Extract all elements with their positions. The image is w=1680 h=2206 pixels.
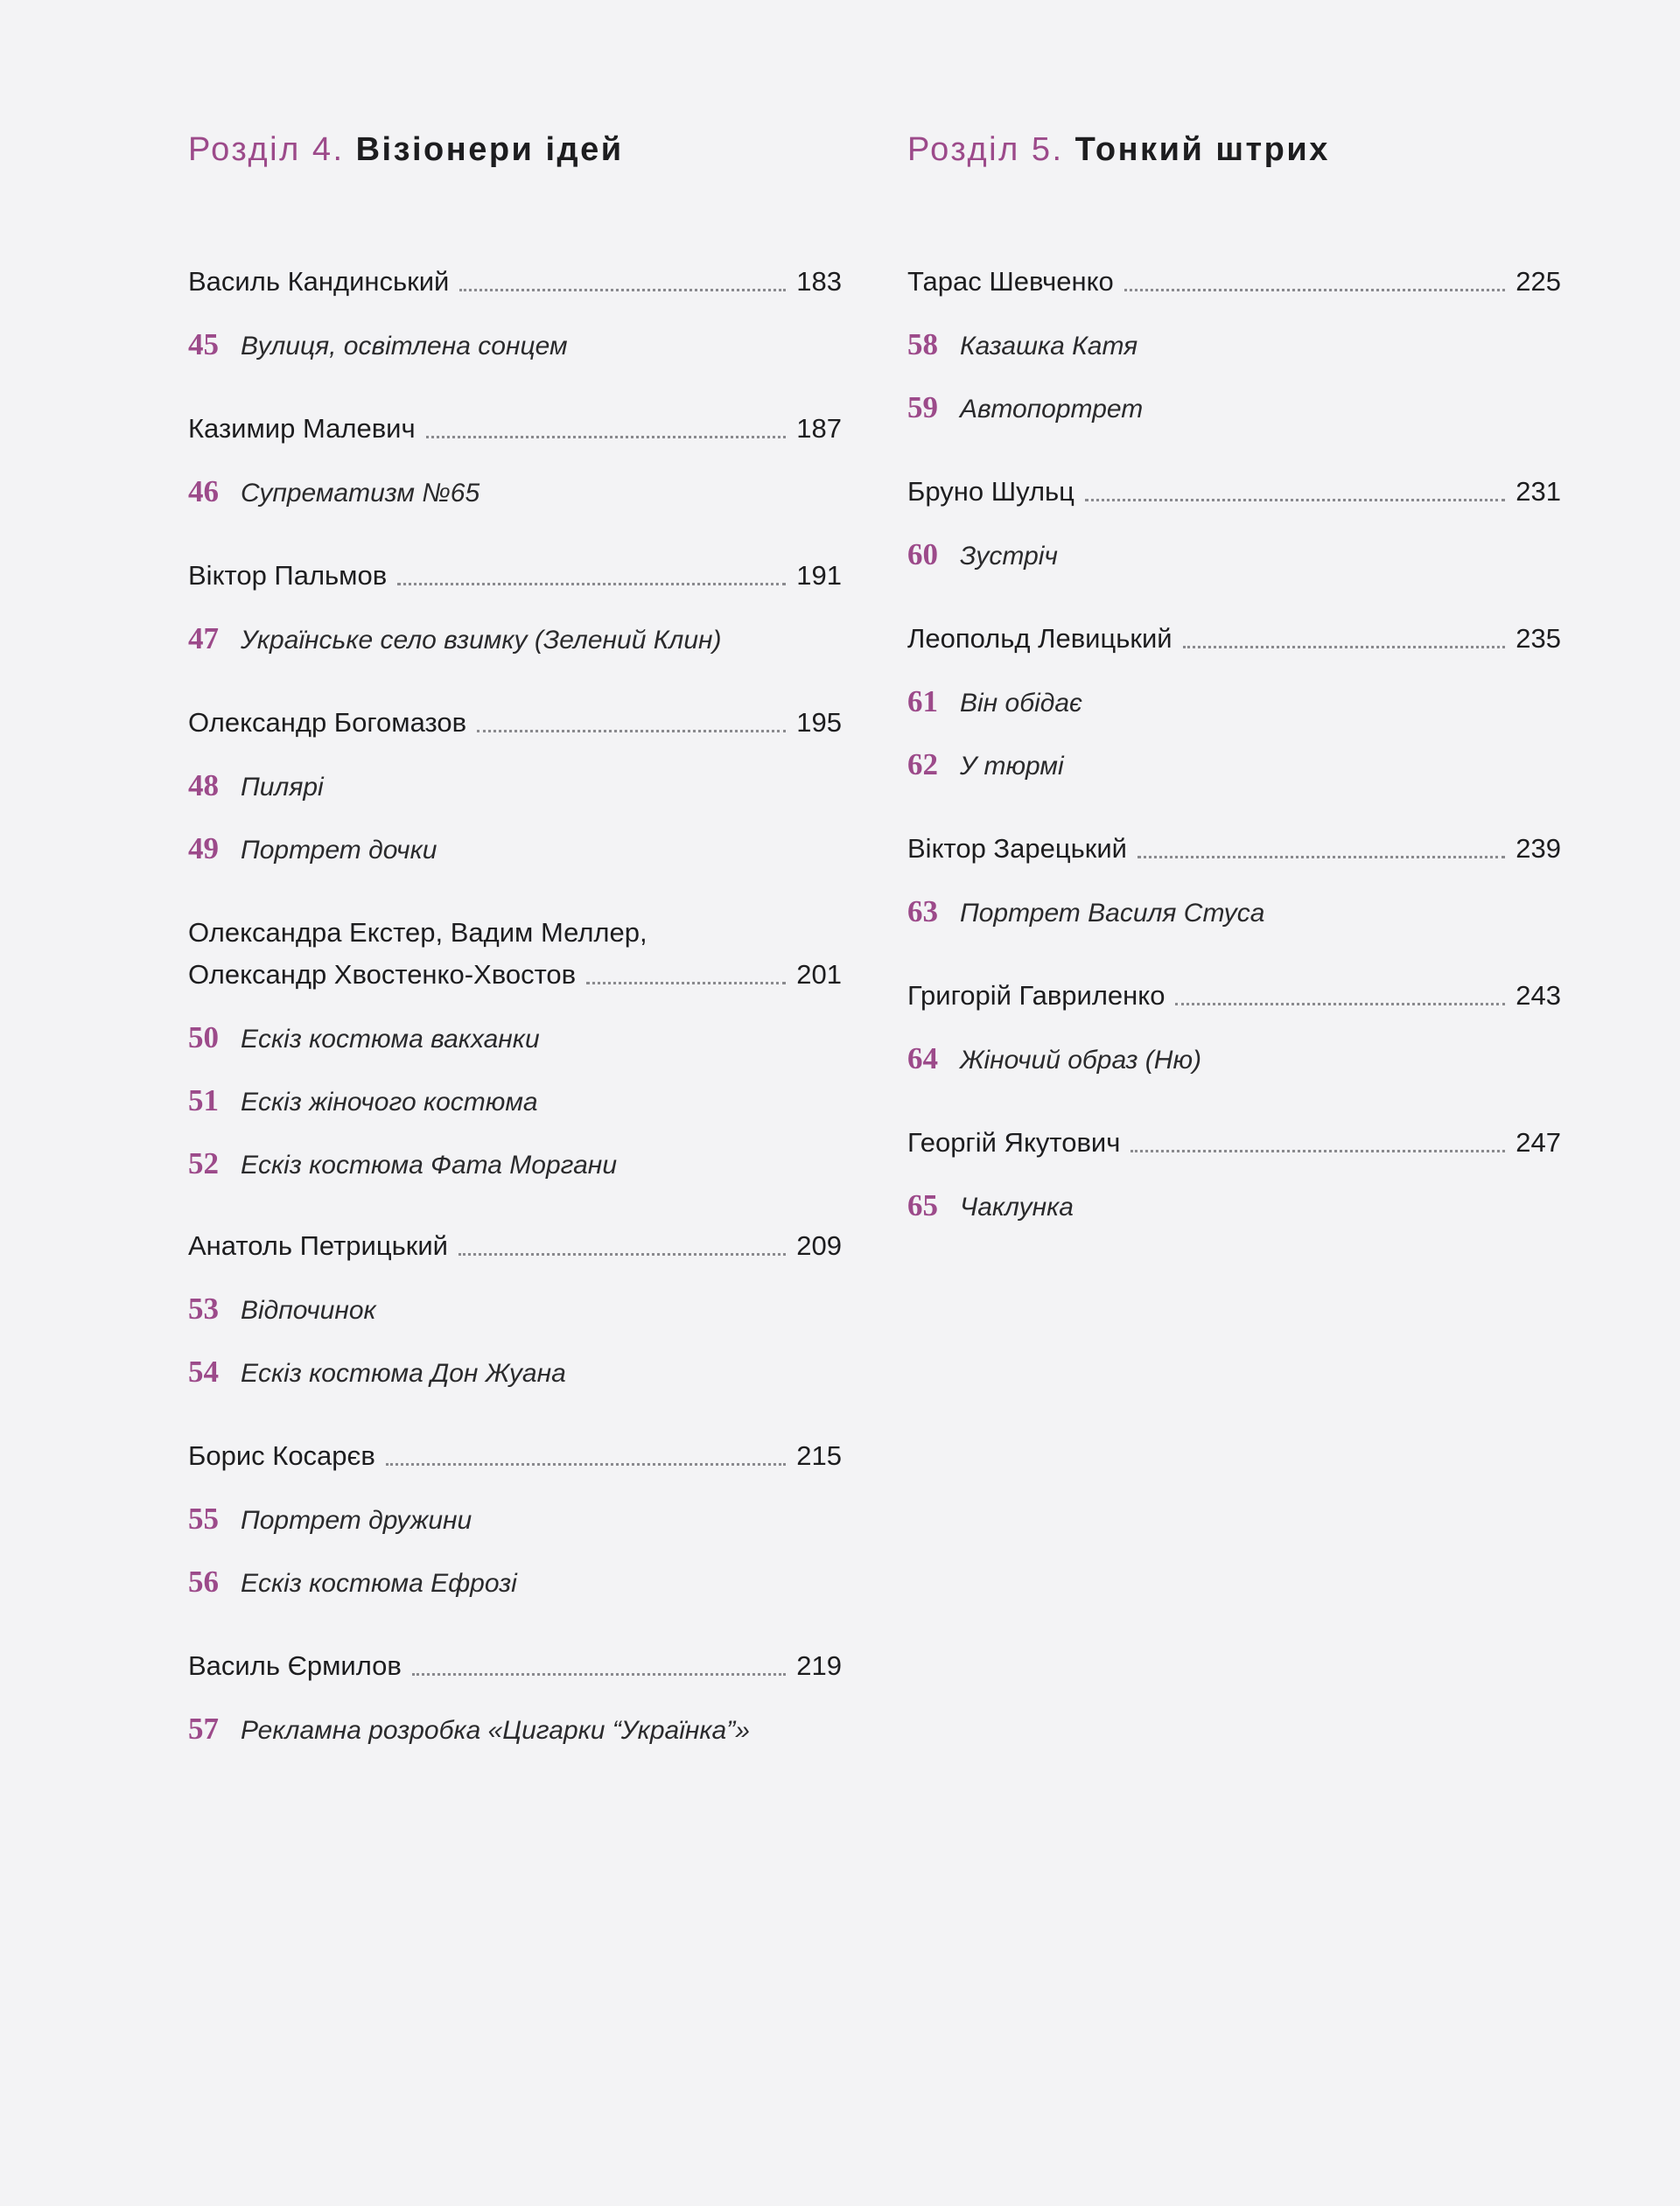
artwork-entry[interactable] xyxy=(188,1020,540,1055)
author-name: Олександр Хвостенко-Хвостов xyxy=(188,959,577,990)
dot-leader xyxy=(386,1463,786,1466)
page-number: 215 xyxy=(796,1440,842,1471)
page-number: 195 xyxy=(796,707,842,738)
author-name: Борис Косарєв xyxy=(188,1440,375,1471)
artwork-entry[interactable] xyxy=(188,474,480,509)
toc-entry-bohomazov[interactable] xyxy=(188,709,842,736)
author-name: Віктор Зарецький xyxy=(907,833,1127,864)
toc-entry-yakutovych[interactable] xyxy=(907,1129,1561,1156)
page-number: 235 xyxy=(1516,623,1561,654)
dot-leader xyxy=(1183,646,1506,648)
chapter-4-heading xyxy=(188,131,624,169)
artwork-entry[interactable] xyxy=(907,747,1064,782)
artwork-title: Ескіз костюма Дон Жуана xyxy=(241,1359,566,1388)
artwork-number: 57 xyxy=(188,1712,219,1746)
dot-leader xyxy=(1138,856,1505,858)
page-number: 239 xyxy=(1516,833,1561,864)
author-name: Василь Кандинський xyxy=(188,266,450,297)
artwork-number: 56 xyxy=(188,1565,219,1599)
artwork-number: 52 xyxy=(188,1146,219,1180)
artwork-entry[interactable] xyxy=(907,684,1082,719)
artwork-number: 60 xyxy=(907,537,938,571)
page-number: 231 xyxy=(1516,476,1561,507)
author-name-line1: Олександра Екстер, Вадим Меллер, xyxy=(188,917,648,948)
artwork-number: 58 xyxy=(907,327,938,361)
toc-entry-malevich[interactable] xyxy=(188,415,842,442)
dot-leader xyxy=(586,982,786,984)
artwork-number: 59 xyxy=(907,390,938,424)
author-name: Анатоль Петрицький xyxy=(188,1230,448,1261)
artwork-entry[interactable] xyxy=(188,1083,538,1118)
artwork-title: Портрет Василя Стуса xyxy=(960,899,1265,928)
page-number: 243 xyxy=(1516,980,1561,1011)
artwork-entry[interactable] xyxy=(188,327,568,362)
chapter-4-label: Розділ 4. xyxy=(188,131,345,168)
artwork-number: 62 xyxy=(907,747,938,781)
author-name: Леопольд Левицький xyxy=(907,623,1172,654)
artwork-title: Супрематизм №65 xyxy=(241,479,480,508)
artwork-title: Ескіз костюма Ефрозі xyxy=(241,1569,517,1598)
dot-leader xyxy=(477,730,786,732)
page-number: 247 xyxy=(1516,1127,1561,1158)
toc-entry-kandinsky[interactable] xyxy=(188,268,842,295)
artwork-title: Вулиця, освітлена сонцем xyxy=(241,332,568,361)
artwork-number: 45 xyxy=(188,327,219,361)
artwork-entry[interactable] xyxy=(188,768,324,803)
toc-entry-zaretskyi[interactable] xyxy=(907,835,1561,862)
chapter-5-title: Тонкий штрих xyxy=(1074,131,1330,168)
artwork-title: Пилярі xyxy=(241,773,324,802)
artwork-title: Зустріч xyxy=(960,542,1058,571)
dot-leader xyxy=(412,1673,786,1676)
dot-leader xyxy=(397,583,786,585)
page-number: 191 xyxy=(796,560,842,591)
dot-leader xyxy=(1175,1003,1505,1005)
artwork-entry[interactable] xyxy=(907,327,1138,362)
page-number: 225 xyxy=(1516,266,1561,297)
author-name: Бруно Шульц xyxy=(907,476,1074,507)
artwork-title: Портрет дочки xyxy=(241,836,438,865)
author-name: Василь Єрмилов xyxy=(188,1650,402,1681)
dot-leader xyxy=(426,436,787,438)
artwork-entry[interactable] xyxy=(188,1565,517,1600)
toc-entry-exter-meller-khvostenko[interactable] xyxy=(188,961,842,988)
author-name: Георгій Якутович xyxy=(907,1127,1121,1158)
artwork-number: 61 xyxy=(907,684,938,718)
chapter-4-title: Візіонери ідей xyxy=(355,131,624,168)
artwork-number: 64 xyxy=(907,1041,938,1075)
artwork-entry[interactable] xyxy=(907,894,1264,929)
toc-entry-schulz[interactable] xyxy=(907,478,1561,505)
toc-entry-levytskyi[interactable] xyxy=(907,625,1561,652)
artwork-title: Автопортрет xyxy=(960,395,1144,424)
artwork-number: 54 xyxy=(188,1355,219,1389)
artwork-title: Ескіз жіночого костюма xyxy=(241,1088,538,1117)
artwork-entry[interactable] xyxy=(907,1041,1201,1076)
artwork-entry[interactable] xyxy=(907,537,1058,572)
toc-entry-kosariev[interactable] xyxy=(188,1442,842,1469)
author-name: Олександр Богомазов xyxy=(188,707,467,738)
artwork-entry[interactable] xyxy=(188,1292,376,1327)
artwork-title: Українське село взимку (Зелений Клин) xyxy=(241,626,722,655)
artwork-number: 49 xyxy=(188,831,219,865)
dot-leader xyxy=(1124,289,1505,291)
author-name: Віктор Пальмов xyxy=(188,560,388,591)
artwork-entry[interactable] xyxy=(188,1712,750,1747)
dot-leader xyxy=(1085,499,1505,501)
page-number: 187 xyxy=(796,413,842,444)
page-number: 219 xyxy=(796,1650,842,1681)
artwork-title: Він обідає xyxy=(960,689,1082,718)
artwork-entry[interactable] xyxy=(188,831,437,866)
dot-leader xyxy=(459,289,786,291)
artwork-number: 65 xyxy=(907,1188,938,1222)
toc-entry-palmov[interactable] xyxy=(188,562,842,589)
artwork-entry[interactable] xyxy=(907,1188,1074,1223)
toc-entry-havrylenko[interactable] xyxy=(907,982,1561,1009)
toc-entry-yermylov[interactable] xyxy=(188,1652,842,1679)
artwork-title: Рекламна розробка «Цигарки “Українка”» xyxy=(241,1716,750,1745)
page-number: 201 xyxy=(796,959,842,990)
artwork-entry[interactable] xyxy=(188,1146,617,1181)
dot-leader xyxy=(1130,1150,1505,1152)
chapter-5-label: Розділ 5. xyxy=(907,131,1064,168)
artwork-entry[interactable] xyxy=(188,621,722,656)
artwork-number: 55 xyxy=(188,1502,219,1536)
artwork-number: 48 xyxy=(188,768,219,802)
artwork-title: Жіночий образ (Ню) xyxy=(960,1046,1202,1075)
artwork-entry[interactable] xyxy=(188,1502,472,1537)
artwork-title: У тюрмі xyxy=(960,752,1064,781)
artwork-title: Ескіз костюма вакханки xyxy=(241,1025,540,1054)
artwork-number: 46 xyxy=(188,474,219,508)
page-number: 209 xyxy=(796,1230,842,1261)
artwork-number: 47 xyxy=(188,621,219,655)
artwork-title: Ескіз костюма Фата Моргани xyxy=(241,1151,618,1180)
artwork-number: 50 xyxy=(188,1020,219,1054)
artwork-number: 53 xyxy=(188,1292,219,1326)
artwork-number: 63 xyxy=(907,894,938,928)
author-name: Григорій Гавриленко xyxy=(907,980,1166,1011)
page-number: 183 xyxy=(796,266,842,297)
artwork-title: Портрет дружини xyxy=(241,1506,472,1535)
toc-entry-petrytskyi[interactable] xyxy=(188,1232,842,1259)
artwork-title: Чаклунка xyxy=(960,1193,1074,1222)
dot-leader xyxy=(458,1253,786,1256)
author-name: Казимир Малевич xyxy=(188,413,416,444)
artwork-entry[interactable] xyxy=(907,390,1143,425)
artwork-title: Відпочинок xyxy=(241,1296,376,1325)
artwork-entry[interactable] xyxy=(188,1355,566,1390)
toc-entry-shevchenko[interactable] xyxy=(907,268,1561,295)
author-name: Тарас Шевченко xyxy=(907,266,1114,297)
artwork-number: 51 xyxy=(188,1083,219,1117)
chapter-5-heading xyxy=(907,131,1330,169)
artwork-title: Казашка Катя xyxy=(960,332,1138,361)
